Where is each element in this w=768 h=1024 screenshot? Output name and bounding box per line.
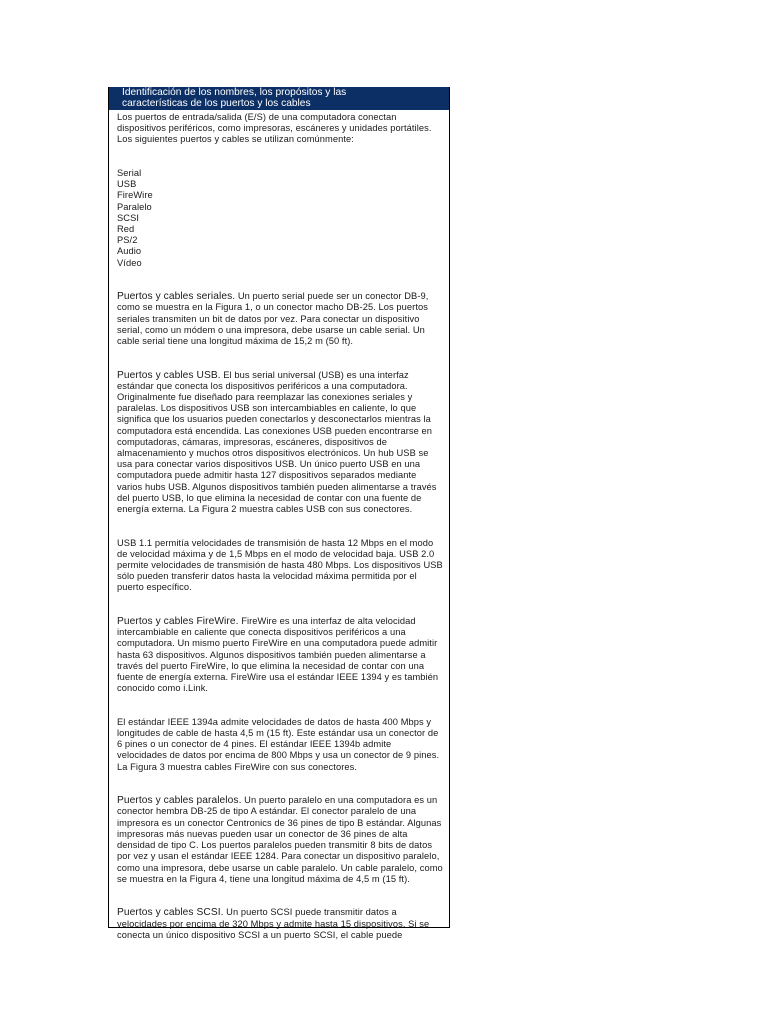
- port-list-item: PS/2: [117, 235, 138, 246]
- firewire-section: [117, 616, 443, 694]
- section-text: Un puerto paralelo en una computadora es un conector hembra DB-25 de tipo A estándar. El conector paralelo de una impresora es un conector Centronics de 36 pines de tipo B estándar. Algunas impresoras más nuevas pueden usar un conector de 36 pines de alta densidad de tipo C. Los puertos paralelos pueden transmitir 8 bits de datos por vez y usan el estándar IEEE 1284. Para conectar un dispositivo paralelo, como una impresora, debe usarse un cable paralelo. Un cable paralelo, como se muestra en la Figura 4, tiene una longitud máxima de 4,5 m (15 ft).: [117, 795, 443, 884]
- section-text: Un puerto SCSI puede transmitir datos a velocidades por encima de 320 Mbps y admite hasta 15 dispositivos. Si se conecta un único dispositivo SCSI a un puerto SCSI, el cable puede: [117, 907, 430, 940]
- section-text: El bus serial universal (USB) es una interfaz estándar que conecta los dispositivos periféricos a una computadora. Originalmente fue diseñado para reemplazar las conexiones seriales y paralelas. Los dispositivos USB son intercambiables en caliente, lo que significa que los usuarios pueden conectarlos y desconectarlos mientras la computadora está encendida. Las conexiones USB pueden encontrarse en computadoras, cámaras, impresoras, escáneres, dispositivos de almacenamiento y muchos otros dispositivos electrónicos. Un hub USB se usa para conectar varios dispositivos USB. Un único puerto USB en una computadora puede admitir hasta 127 dispositivos separados mediante varios hubs USB. Algunos dispositivos también pueden alimentarse a través del puerto USB, lo que elimina la necesidad de contar con una fuente de energía externa. La Figura 2 muestra cables USB con sus conectores.: [117, 369, 437, 515]
- scsi-section: [117, 907, 443, 941]
- section-lead: Puertos y cables FireWire.: [117, 616, 239, 628]
- usb-speeds-section: [117, 538, 443, 594]
- header-title-line1: Identificación de los nombres, los propósitos y las: [122, 87, 347, 98]
- port-list-item: Serial: [117, 168, 142, 178]
- document-body: [109, 110, 449, 941]
- section-lead: Puertos y cables USB.: [117, 369, 221, 381]
- port-list: [117, 168, 443, 269]
- section-lead: Puertos y cables SCSI.: [117, 907, 224, 919]
- section-text: El estándar IEEE 1394a admite velocidades de datos de hasta 400 Mbps y longitudes de cable de hasta 4,5 m (15 ft). Este estándar usa un conector de 6 pines o un conector de 4 pines. El estándar IEEE 1394b admite velocidades de datos por encima de 800 Mbps y usa un conector de 9 pines. La Figura 3 muestra cables FireWire con sus conectores.: [117, 716, 440, 772]
- port-list-item: SCSI: [117, 212, 140, 223]
- usb-section: [117, 370, 443, 516]
- section-header: [109, 87, 449, 110]
- section-text: Un puerto serial puede ser un conector DB-9, como se muestra en la Figura 1, o un conector macho DB-25. Los puertos seriales transmiten un bit de datos por vez. Para conectar un dispositivo serial, como un módem o una impresora, debe usarse un cable serial. Un cable serial tiene una longitud máxima de 15,2 m (50 ft).: [117, 291, 429, 347]
- port-list-item: Red: [117, 224, 135, 235]
- section-lead: Puertos y cables seriales.: [117, 291, 236, 303]
- firewire-standards-section: [117, 717, 443, 773]
- section-lead: Puertos y cables paralelos.: [117, 795, 242, 807]
- section-text: USB 1.1 permitía velocidades de transmisión de hasta 12 Mbps en el modo de velocidad máxima y de 1,5 Mbps en el modo de velocidad baja. USB 2.0 permite velocidades de transmisión de hasta 480 Mbps. Los dispositivos USB sólo pueden transferir datos hasta la velocidad máxima permitida por el puerto específico.: [117, 537, 443, 593]
- header-title-line2: características de los puertos y los cables: [122, 97, 311, 109]
- port-list-item: Vídeo: [117, 257, 142, 268]
- section-text: FireWire es una interfaz de alta velocidad intercambiable en caliente que conecta dispositivos periféricos a una computadora. Un mismo puerto FireWire en una computadora puede admitir hasta 63 dispositivos. Algunos dispositivos también pueden alimentarse a través del puerto FireWire, lo que elimina la necesidad de contar con una fuente de energía externa. FireWire usa el estándar IEEE 1394 y es también conocido como i.Link.: [117, 616, 439, 694]
- port-list-item: FireWire: [117, 190, 153, 201]
- intro-paragraph: Los puertos de entrada/salida (E/S) de una computadora conectan dispositivos periféricos, como impresoras, escáneres y unidades portátiles. Los siguientes puertos y cables se utilizan comúnmente:: [117, 112, 432, 145]
- port-list-item: Paralelo: [117, 201, 152, 212]
- port-list-item: Audio: [117, 246, 142, 257]
- serial-section: [117, 291, 443, 347]
- document-panel: [108, 87, 450, 940]
- port-list-item: USB: [117, 179, 137, 190]
- parallel-section: [117, 795, 443, 885]
